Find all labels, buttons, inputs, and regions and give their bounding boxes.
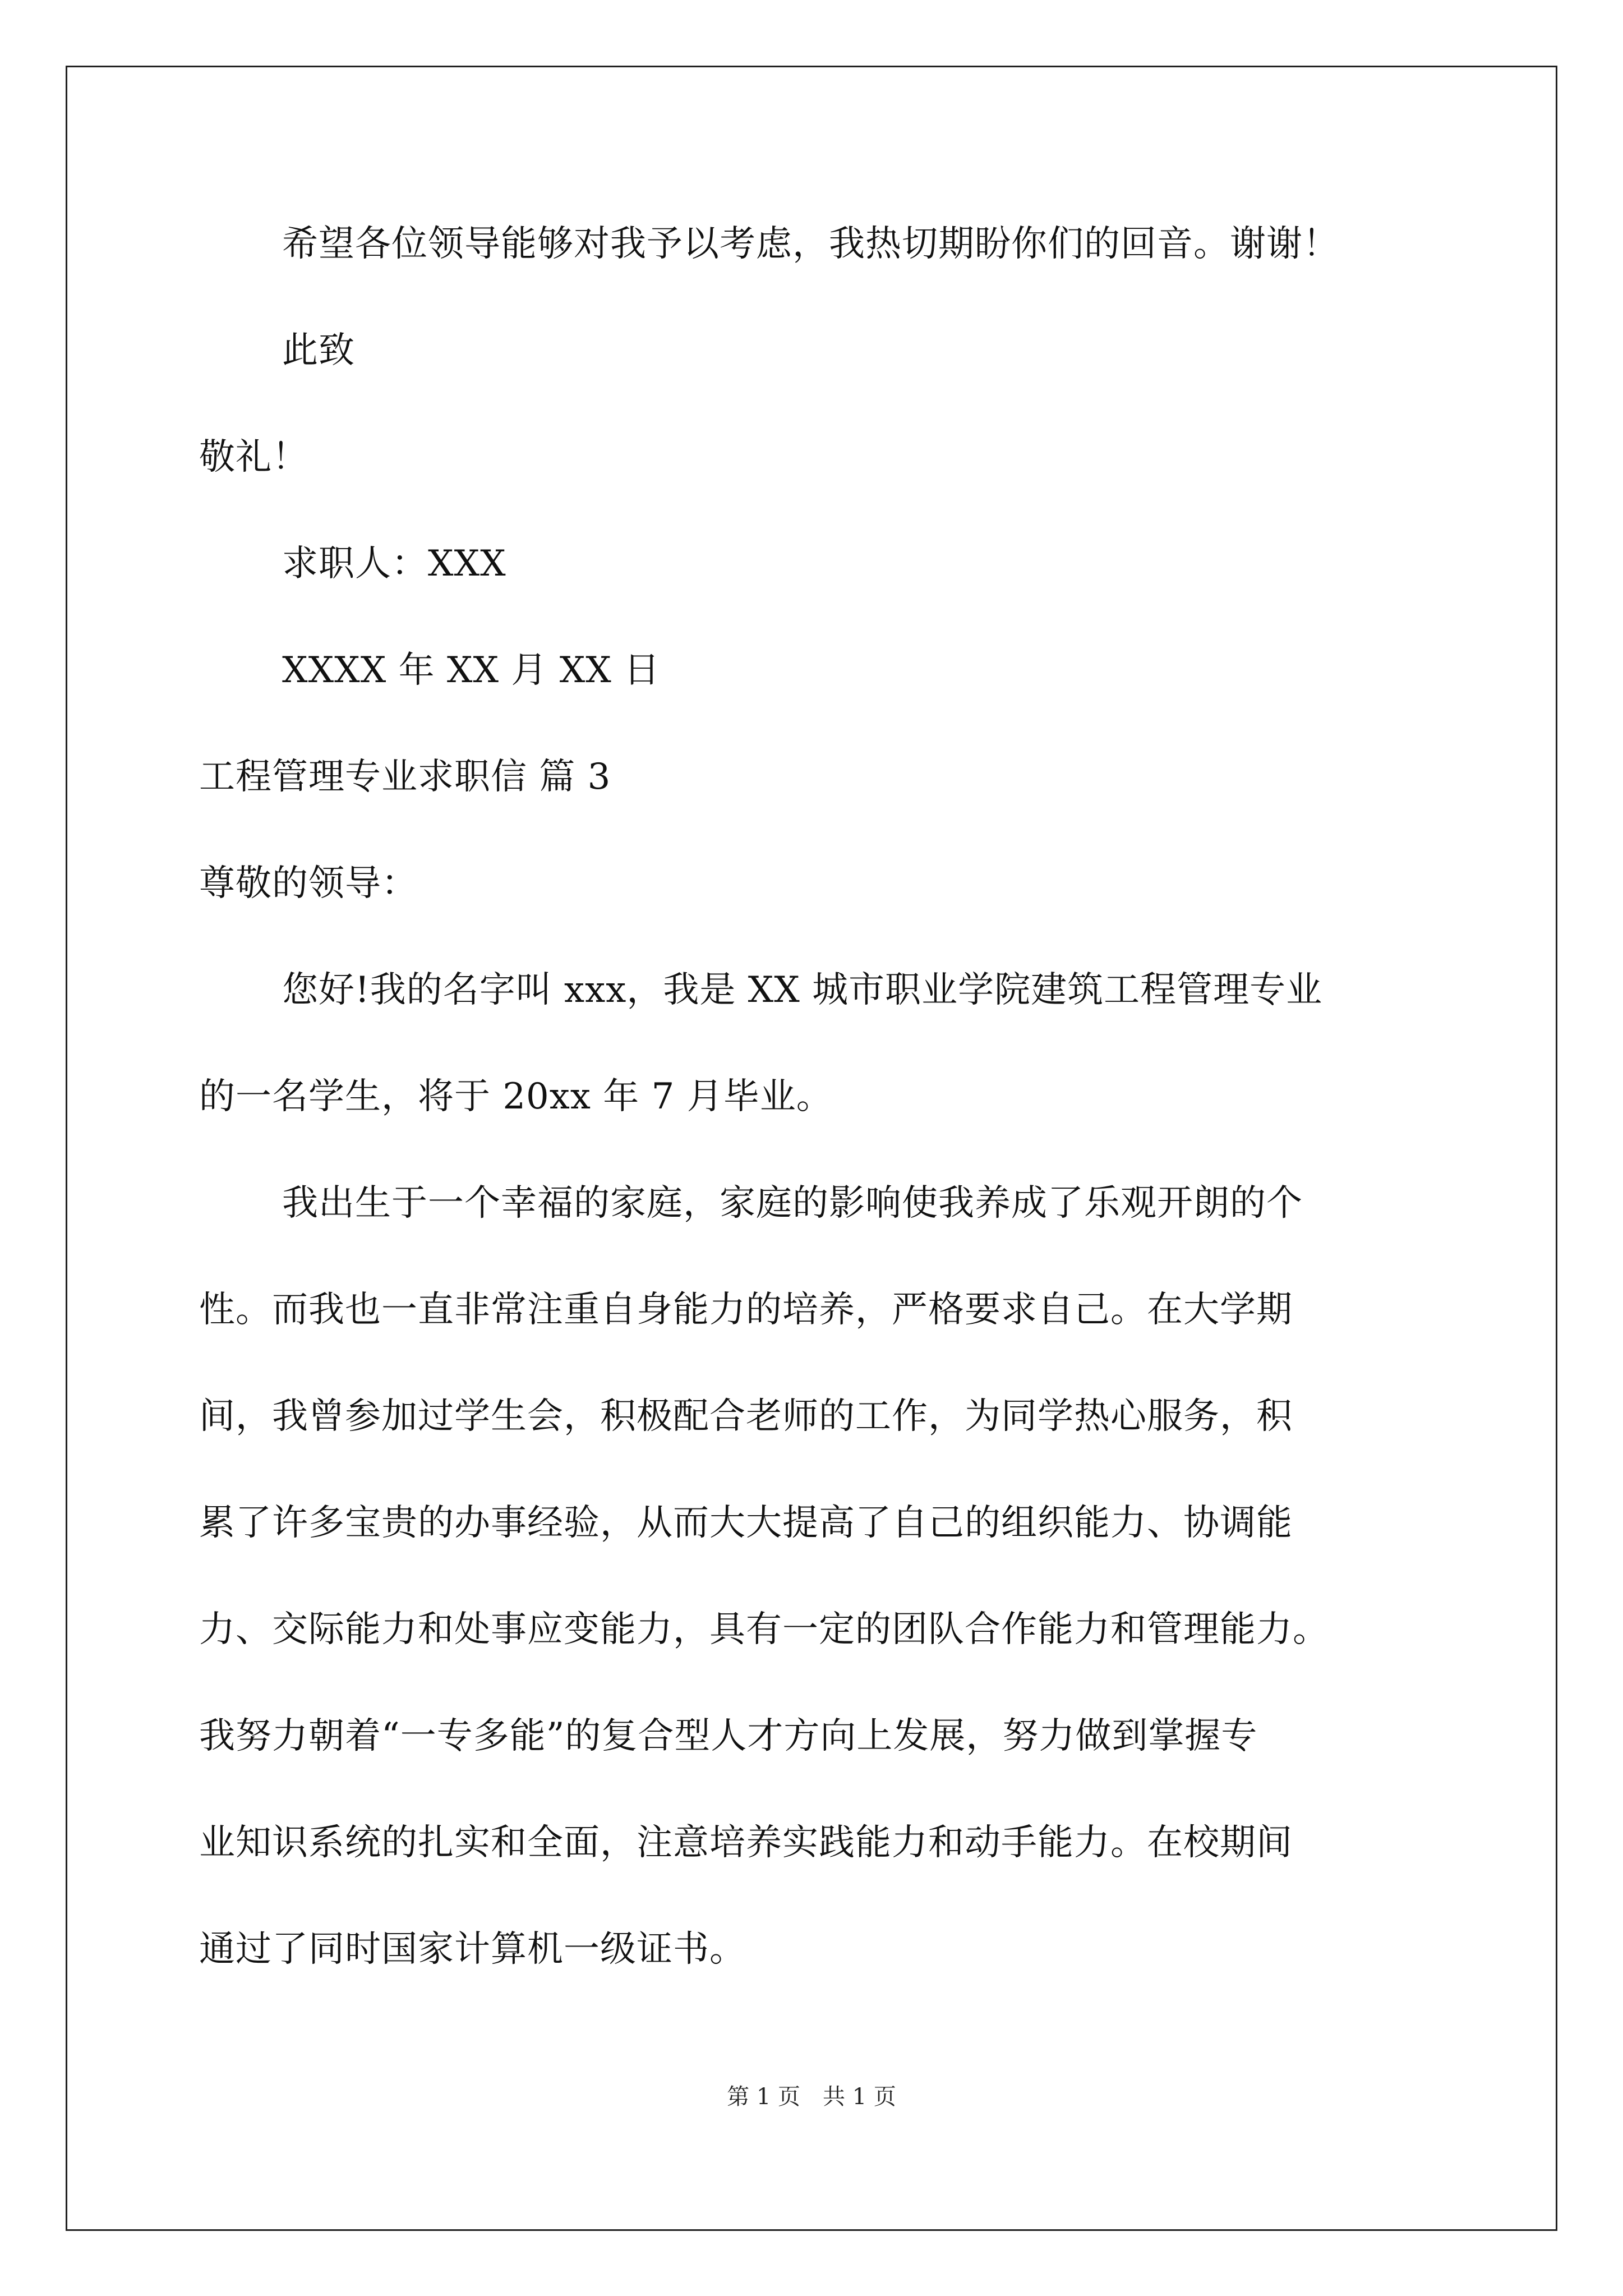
applicant-name: 求职人：XXX bbox=[282, 543, 506, 585]
paragraph-line: 我出生于一个幸福的家庭，家庭的影响使我养成了乐观开朗的个 bbox=[282, 1182, 1303, 1224]
paragraph-line: 间，我曾参加过学生会，积极配合老师的工作，为同学热心服务，积 bbox=[199, 1396, 1293, 1437]
page-border bbox=[66, 66, 1557, 2231]
section-heading: 工程管理专业求职信 篇 3 bbox=[199, 756, 611, 798]
paragraph-line: 您好!我的名字叫 xxx，我是 XX 城市职业学院建筑工程管理专业 bbox=[282, 969, 1323, 1011]
paragraph-line: 的一名学生，将于 20xx 年 7 月毕业。 bbox=[199, 1076, 833, 1117]
salutation-jingli: 敬礼！ bbox=[199, 436, 308, 478]
greeting: 尊敬的领导： bbox=[199, 863, 418, 904]
paragraph-line: 力、交际能力和处事应变能力，具有一定的团队合作能力和管理能力。 bbox=[199, 1609, 1329, 1650]
paragraph-line: 通过了同时国家计算机一级证书。 bbox=[199, 1929, 746, 1970]
closing-sentence: 希望各位领导能够对我予以考虑，我热切期盼你们的回音。谢谢！ bbox=[282, 223, 1339, 265]
paragraph-line: 我努力朝着“一专多能”的复合型人才方向上发展，努力做到掌握专 bbox=[199, 1715, 1258, 1757]
paragraph-line: 性。而我也一直非常注重自身能力的培养，严格要求自己。在大学期 bbox=[199, 1289, 1293, 1331]
salutation-cizhi: 此致 bbox=[282, 330, 355, 371]
paragraph-line: 累了许多宝贵的办事经验，从而大大提高了自己的组织能力、协调能 bbox=[199, 1502, 1293, 1544]
page-number-footer: 第 1 页 共 1 页 bbox=[727, 2084, 896, 2110]
letter-date: XXXX 年 XX 月 XX 日 bbox=[282, 650, 661, 691]
paragraph-line: 业知识系统的扎实和全面，注意培养实践能力和动手能力。在校期间 bbox=[199, 1822, 1293, 1864]
